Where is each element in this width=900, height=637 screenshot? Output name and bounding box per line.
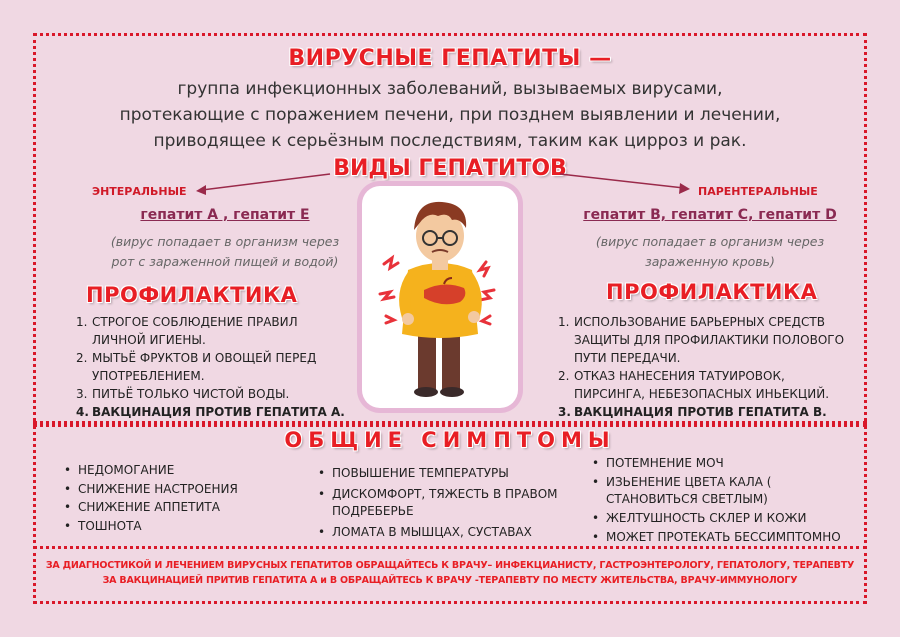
list-item: • ПОВЫШЕНИЕ ТЕМПЕРАТУРЫ (318, 465, 578, 482)
sick-person-illustration (362, 186, 518, 408)
list-item: • СНИЖЕНИЕ НАСТРОЕНИЯ (64, 480, 294, 499)
list-item: 3. ПИТЬЁ ТОЛЬКО ЧИСТОЙ ВОДЫ. (76, 387, 290, 401)
left-prophylaxis-title: ПРОФИЛАКТИКА (86, 283, 298, 307)
person-liver-pain-icon (362, 186, 518, 408)
list-item: • ИЗЬЕНЕНИЕ ЦВЕТА КАЛА ( СТАНОВИТЬСЯ СВЕТЛЫМ) (592, 474, 821, 508)
list-item: • НЕДОМОГАНИЕ (64, 461, 294, 480)
intro-line-2: протекающие с поражением печени, при позднем выявлении и лечении, (119, 105, 781, 125)
list-item: 2. МЫТЬЁ ФРУКТОВ И ОВОЩЕЙ ПЕРЕД УПОТРЕБЛЕНИЕМ. (76, 351, 317, 383)
types-title: ВИДЫ ГЕПАТИТОВ (333, 156, 567, 181)
list-item: 1. СТРОГОЕ СОБЛЮДЕНИЕ ПРАВИЛ ЛИЧНОЙ ИГИЕНЫ. (76, 315, 298, 347)
list-item: • ЖЕЛТУШНОСТЬ СКЛЕР И КОЖИ (592, 510, 850, 527)
symptoms-column-2 (318, 465, 578, 541)
intro-line-3: приводящее к серьёзным последствиям, таким как цирроз и рак. (153, 131, 747, 151)
list-item: • СНИЖЕНИЕ АППЕТИТА (64, 498, 294, 517)
list-item: • МОЖЕТ ПРОТЕКАТЬ БЕССИМПТОМНО (592, 529, 850, 546)
symptoms-title: ОБЩИЕ СИМПТОМЫ (284, 428, 616, 452)
right-prophylaxis-title: ПРОФИЛАКТИКА (606, 280, 818, 304)
list-item: • ПОТЕМНЕНИЕ МОЧ (592, 455, 850, 472)
right-prophylaxis-list (558, 313, 858, 421)
parenteral-note: (вирус попадает в организм через зараженную кровь) (595, 234, 825, 269)
enteral-label: ЭНТЕРАЛЬНЫЕ (92, 185, 187, 198)
list-item: 4. ВАКЦИНАЦИЯ ПРОТИВ ГЕПАТИТА А. (76, 405, 345, 419)
footer-line-1: ЗА ДИАГНОСТИКОЙ И ЛЕЧЕНИЕМ ВИРУСНЫХ ГЕПАТИТОВ ОБРАЩАЙТЕСЬ К ВРАЧУ– ИНФЕКЦИАНИСТУ, ГАСТРОЭНТЕРОЛОГУ, ГЕПАТОЛОГУ, ТЕРАПЕВТУ (45, 560, 855, 571)
page-title: ВИРУСНЫЕ ГЕПАТИТЫ — (288, 46, 612, 71)
footer-line-2: ЗА ВАКЦИНАЦИЕЙ ПРИТИВ ГЕПАТИТА А и В ОБРАЩАЙТЕСЬ К ВРАЧУ -ТЕРАПЕВТУ ПО МЕСТУ ЖИТЕЛЬСТВА, ВРАЧУ-ИММУНОЛОГУ (102, 575, 798, 586)
intro-line-1: группа инфекционных заболеваний, вызываемых вирусами, (177, 79, 723, 99)
parenteral-label: ПАРЕНТЕРАЛЬНЫЕ (698, 185, 818, 198)
list-item: • ЛОМАТА В МЫШЦАХ, СУСТАВАХ (318, 524, 578, 541)
list-item: • ДИСКОМФОРТ, ТЯЖЕСТЬ В ПРАВОМ ПОДРЕБЕРЬЕ (318, 486, 577, 520)
enteral-hepatitis: гепатит А , гепатит Е (140, 207, 310, 223)
enteral-note: (вирус попадает в организм через рот с зараженной пищей и водой) (110, 234, 340, 269)
symptoms-column-1 (64, 461, 294, 535)
list-item: • ТОШНОТА (64, 517, 294, 536)
list-item: 2. ОТКАЗ НАНЕСЕНИЯ ТАТУИРОВОК, ПИРСИНГА, НЕБЕЗОПАСНЫХ ИНЬЕКЦИЙ. (558, 369, 830, 401)
parenteral-hepatitis: гепатит В, гепатит С, гепатит D (583, 207, 837, 223)
list-item: 3. ВАКЦИНАЦИЯ ПРОТИВ ГЕПАТИТА В. (558, 405, 827, 419)
left-prophylaxis-list (76, 313, 366, 421)
symptoms-column-3 (592, 455, 850, 546)
list-item: 1. ИСПОЛЬЗОВАНИЕ БАРЬЕРНЫХ СРЕДСТВ ЗАЩИТЫ ДЛЯ ПРОФИЛАКТИКИ ПОЛОВОГО ПУТИ ПЕРЕДАЧИ. (558, 315, 845, 365)
